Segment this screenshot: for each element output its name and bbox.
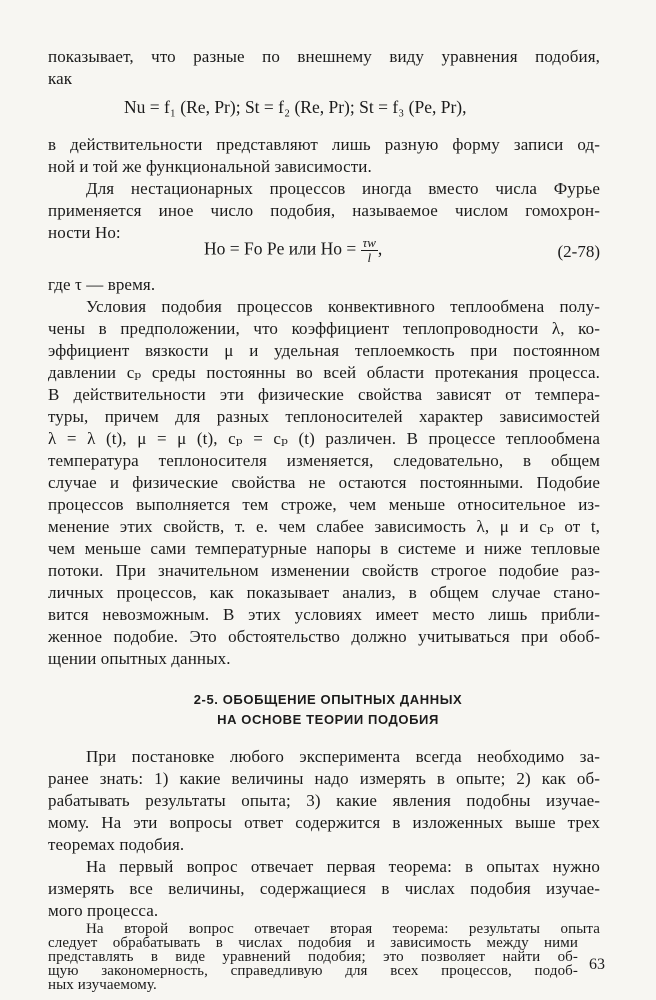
text-line: ности Ho:	[48, 223, 121, 242]
text-line: мому. На эти вопросы ответ содержится в изложенных выше трех	[48, 813, 600, 832]
section-heading-line2: НА ОСНОВЕ ТЕОРИИ ПОДОБИЯ	[217, 712, 439, 727]
section-heading-line1: 2-5. ОБОБЩЕНИЕ ОПЫТНЫХ ДАННЫХ	[193, 692, 463, 707]
text-line: щении опытных данных.	[48, 649, 231, 668]
text-line: где τ — время.	[48, 275, 156, 294]
text-line: На первый вопрос отвечает первая теорема: в опытах нужно	[86, 857, 600, 876]
text-line: как	[48, 69, 73, 88]
text-line: ных изучаемому.	[48, 977, 157, 993]
text-line: женное подобие. Это обстоятельство должно учитываться при обоб-	[48, 627, 600, 646]
similarity-equations-formula: Nu = f₁ (Re, Pr); St = f₂ (Re, Pr); St = f₃ (Pe, Pr),	[124, 97, 467, 117]
text-line: При постановке любого эксперимента всегда необходимо за-	[86, 747, 600, 766]
formula-tail: ,	[377, 238, 383, 259]
text-line: ной и той же функциональной зависимости.	[48, 157, 372, 176]
text-line: чем меньше сами температурные напоры в системе и ниже тепловые	[48, 539, 600, 558]
text-line: применяется иное число подобия, называемое числом гомохрон-	[48, 201, 600, 220]
text-line: потоки. При значительном изменении свойств строгое подобие раз-	[48, 561, 600, 580]
text-line: λ = λ (t), μ = μ (t), cₚ = cₚ (t) различен. В процессе теплообмена	[48, 429, 600, 448]
text-line: в действительности представляют лишь разную форму записи од-	[48, 135, 600, 154]
text-line: Условия подобия процессов конвективного теплообмена полу-	[86, 297, 600, 316]
text-line: теоремах подобия.	[48, 835, 185, 854]
text-line: показывает, что разные по внешнему виду уравнения подобия,	[48, 47, 600, 66]
formula-left-part: Ho = Fo Pe или Ho =	[204, 238, 357, 259]
fraction-denominator: l	[367, 250, 372, 265]
text-line: щую закономерность, справедливую для всех процессов, подоб-	[48, 963, 578, 979]
text-line: процессов выполняется тем строже, чем меньше относительное из-	[48, 495, 600, 514]
text-line: менение этих свойств, т. е. чем слабее зависимость λ, μ и cₚ от t,	[48, 517, 600, 536]
fraction	[361, 236, 378, 265]
text-line: ранее знать: 1) какие величины надо измерять в опыте; 2) как об-	[48, 769, 600, 788]
text-line: В действительности эти физические свойства зависят от темпера-	[48, 385, 600, 404]
text-line: Для нестационарных процессов иногда вместо числа Фурье	[86, 179, 600, 198]
text-line: вится невозможным. В этих условиях имеет место лишь прибли-	[48, 605, 600, 624]
page-number: 63	[589, 956, 605, 973]
text-line: случае и физические свойства не остаются постоянными. Подобие	[48, 473, 600, 492]
homochronicity-formula	[204, 236, 382, 265]
text-line: На второй вопрос отвечает вторая теорема: результаты опыта	[86, 921, 600, 937]
text-line: чены в предположении, что коэффициент теплопроводности λ, ко-	[48, 319, 600, 338]
text-line: температура теплоносителя изменяется, следовательно, в общем	[48, 451, 600, 470]
text-line: давлении cₚ среды постоянны во всей области протекания процесса.	[48, 363, 600, 382]
text-line: представлять в виде уравнений подобия; это позволяет найти об-	[48, 949, 578, 965]
text-line: туры, причем для разных теплоносителей характер зависимостей	[48, 407, 600, 426]
equation-number: (2-78)	[557, 242, 600, 261]
text-line: следует обрабатывать в числах подобия и зависимость между ними	[48, 935, 578, 951]
text-line: измерять все величины, содержащиеся в числах подобия изучае-	[48, 879, 600, 898]
text-line: рабатывать результаты опыта; 3) какие явления подобны изучае-	[48, 791, 600, 810]
text-line: мого процесса.	[48, 901, 159, 920]
text-line: личных процессов, как показывает анализ, в общем случае стано-	[48, 583, 600, 602]
text-line: эффициент вязкости μ и удельная теплоемкость при постоянном	[48, 341, 600, 360]
fraction-numerator: τw	[362, 235, 376, 250]
